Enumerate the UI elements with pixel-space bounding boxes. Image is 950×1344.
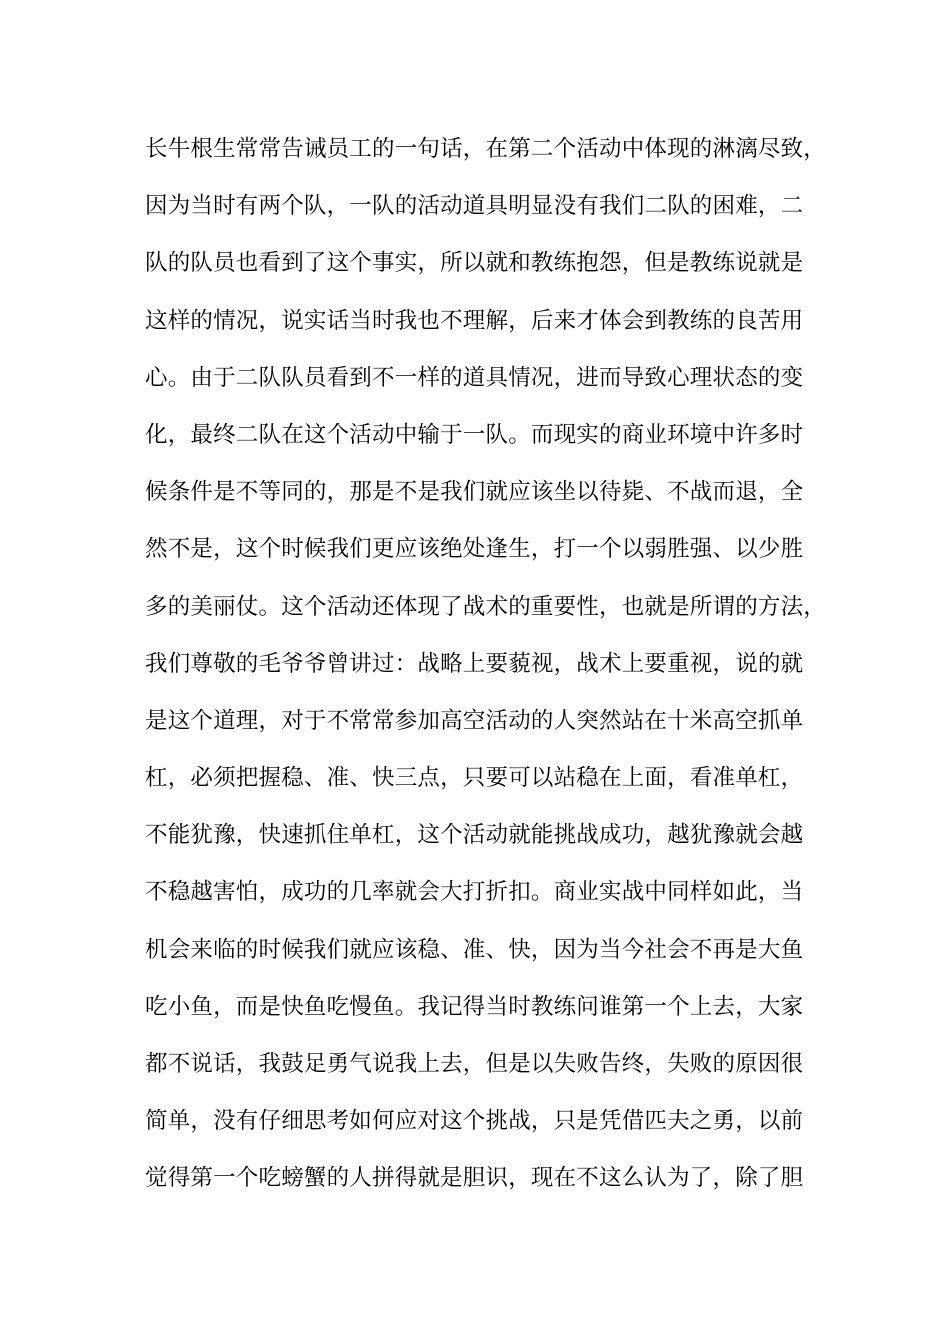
text-line-11: 是这个道理，对于不常常参加高空活动的人突然站在十米高空抓单 [145, 707, 804, 734]
text-line-17: 都不说话，我鼓足勇气说我上去，但是以失败告终，失败的原因很 [145, 1051, 804, 1077]
text-line-15: 机会来临的时候我们就应该稳、准、快，因为当今社会不再是大鱼 [145, 936, 804, 963]
text-line-2: 因为当时有两个队，一队的活动道具明显没有我们二队的困难，二 [145, 193, 804, 220]
text-line-14: 不稳越害怕，成功的几率就会大打折扣。商业实战中同样如此，当 [145, 879, 804, 906]
text-line-8: 然不是，这个时候我们更应该绝处逢生，打一个以弱胜强、以少胜 [145, 536, 804, 563]
body-paragraph [145, 128, 825, 1215]
text-line-5: 心。由于二队队员看到不一样的道具情况，进而导致心理状态的变 [145, 364, 804, 391]
text-line-12: 杠，必须把握稳、准、快三点，只要可以站稳在上面，看准单杠， [145, 765, 804, 792]
text-line-6: 化，最终二队在这个活动中输于一队。而现实的商业环境中许多时 [145, 421, 804, 448]
text-line-13: 不能犹豫，快速抓住单杠，这个活动就能挑战成功，越犹豫就会越 [145, 822, 804, 849]
text-line-16: 吃小鱼，而是快鱼吃慢鱼。我记得当时教练问谁第一个上去，大家 [145, 993, 804, 1020]
text-line-3: 队的队员也看到了这个事实，所以就和教练抱怨，但是教练说就是 [145, 250, 804, 277]
text-line-7: 候条件是不等同的，那是不是我们就应该坐以待毙、不战而退，全 [145, 479, 804, 506]
text-line-4: 这样的情况，说实话当时我也不理解，后来才体会到教练的良苦用 [145, 307, 804, 334]
text-line-9: 多的美丽仗。这个活动还体现了战术的重要性，也就是所谓的方法， [145, 593, 827, 620]
text-line-10: 我们尊敬的毛爷爷曾讲过：战略上要藐视，战术上要重视，说的就 [145, 650, 804, 677]
text-line-1: 长牛根生常常告诫员工的一句话，在第二个活动中体现的淋漓尽致， [145, 136, 827, 162]
text-line-18: 简单，没有仔细思考如何应对这个挑战，只是凭借匹夫之勇，以前 [145, 1108, 804, 1135]
text-line-19: 觉得第一个吃螃蟹的人拼得就是胆识，现在不这么认为了，除了胆 [145, 1165, 804, 1192]
